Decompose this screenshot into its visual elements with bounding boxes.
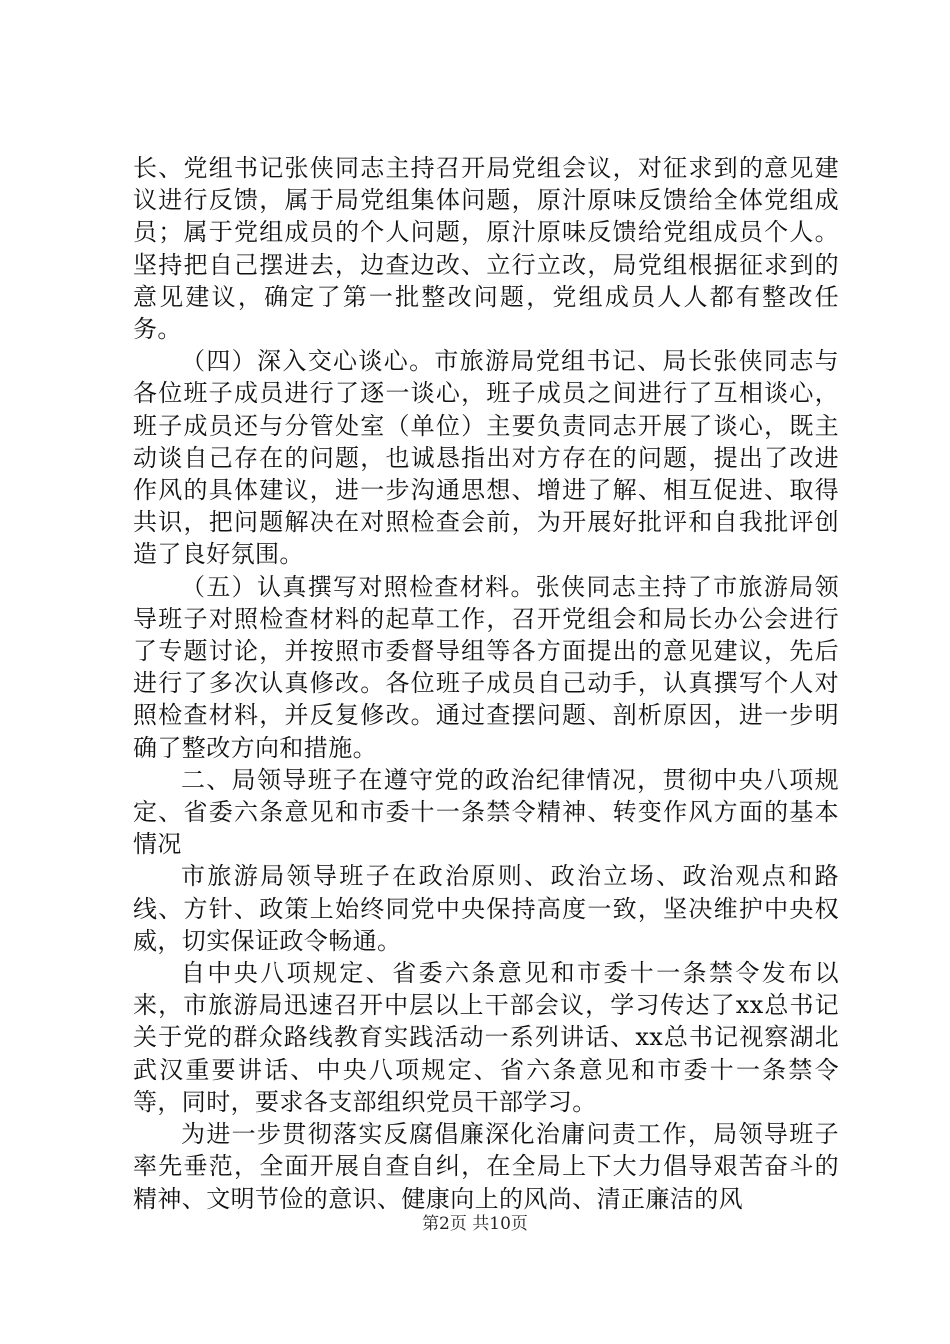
paragraph-anti-corruption: 为进一步贯彻落实反腐倡廉深化治庸问责工作，局领导班子率先垂范，全面开展自查自纠，在全局上下大力倡导艰苦奋斗的精神、文明节俭的意识、健康向上的风尚、清正廉洁的风 (133, 1120, 839, 1213)
document-body (133, 152, 839, 1215)
paragraph-regulations-study: 自中央八项规定、省委六条意见和市委十一条禁令发布以来，市旅游局迅速召开中层以上干部会议，学习传达了xx总书记关于党的群众路线教育实践活动一系列讲话、xx总书记视察湖北武汉重要讲话、中央八项规定、省六条意见和市委十一条禁令等，同时，要求各支部组织党员干部学习。 (133, 959, 839, 1116)
paragraph-self-review-materials: （五）认真撰写对照检查材料。张侠同志主持了市旅游局领导班子对照检查材料的起草工作，召开党组会和局长办公会进行了专题讨论，并按照市委督导组等各方面提出的意见建议，先后进行了多次认真修改。各位班子成员自己动手，认真撰写个人对照检查材料，并反复修改。通过查摆问题、剖析原因，进一步明确了整改方向和措施。 (133, 572, 839, 762)
paragraph-continuation: 长、党组书记张侠同志主持召开局党组会议，对征求到的意见建议进行反馈，属于局党组集体问题，原汁原味反馈给全体党组成员；属于党组成员的个人问题，原汁原味反馈给党组成员个人。坚持把自己摆进去，边查边改、立行立改，局党组根据征求到的意见建议，确定了第一批整改问题，党组成员人人都有整改任务。 (133, 154, 839, 344)
page-number-footer: 第2页 共10页 (422, 1214, 528, 1234)
paragraph-heart-to-heart: （四）深入交心谈心。市旅游局党组书记、局长张侠同志与各位班子成员进行了逐一谈心，班子成员之间进行了互相谈心，班子成员还与分管处室（单位）主要负责同志开展了谈心，既主动谈自己存在的问题，也诚恳指出对方存在的问题，提出了改进作风的具体建议，进一步沟通思想、增进了解、相互促进、取得共识，把问题解决在对照检查会前，为开展好批评和自我批评创造了良好氛围。 (133, 347, 839, 569)
paragraph-political-stance: 市旅游局领导班子在政治原则、政治立场、政治观点和路线、方针、政策上始终同党中央保持高度一致，坚决维护中央权威，切实保证政令畅通。 (133, 862, 839, 955)
section-heading-two: 二、局领导班子在遵守党的政治纪律情况，贯彻中央八项规定、省委六条意见和市委十一条禁令精神、转变作风方面的基本情况 (133, 765, 839, 859)
